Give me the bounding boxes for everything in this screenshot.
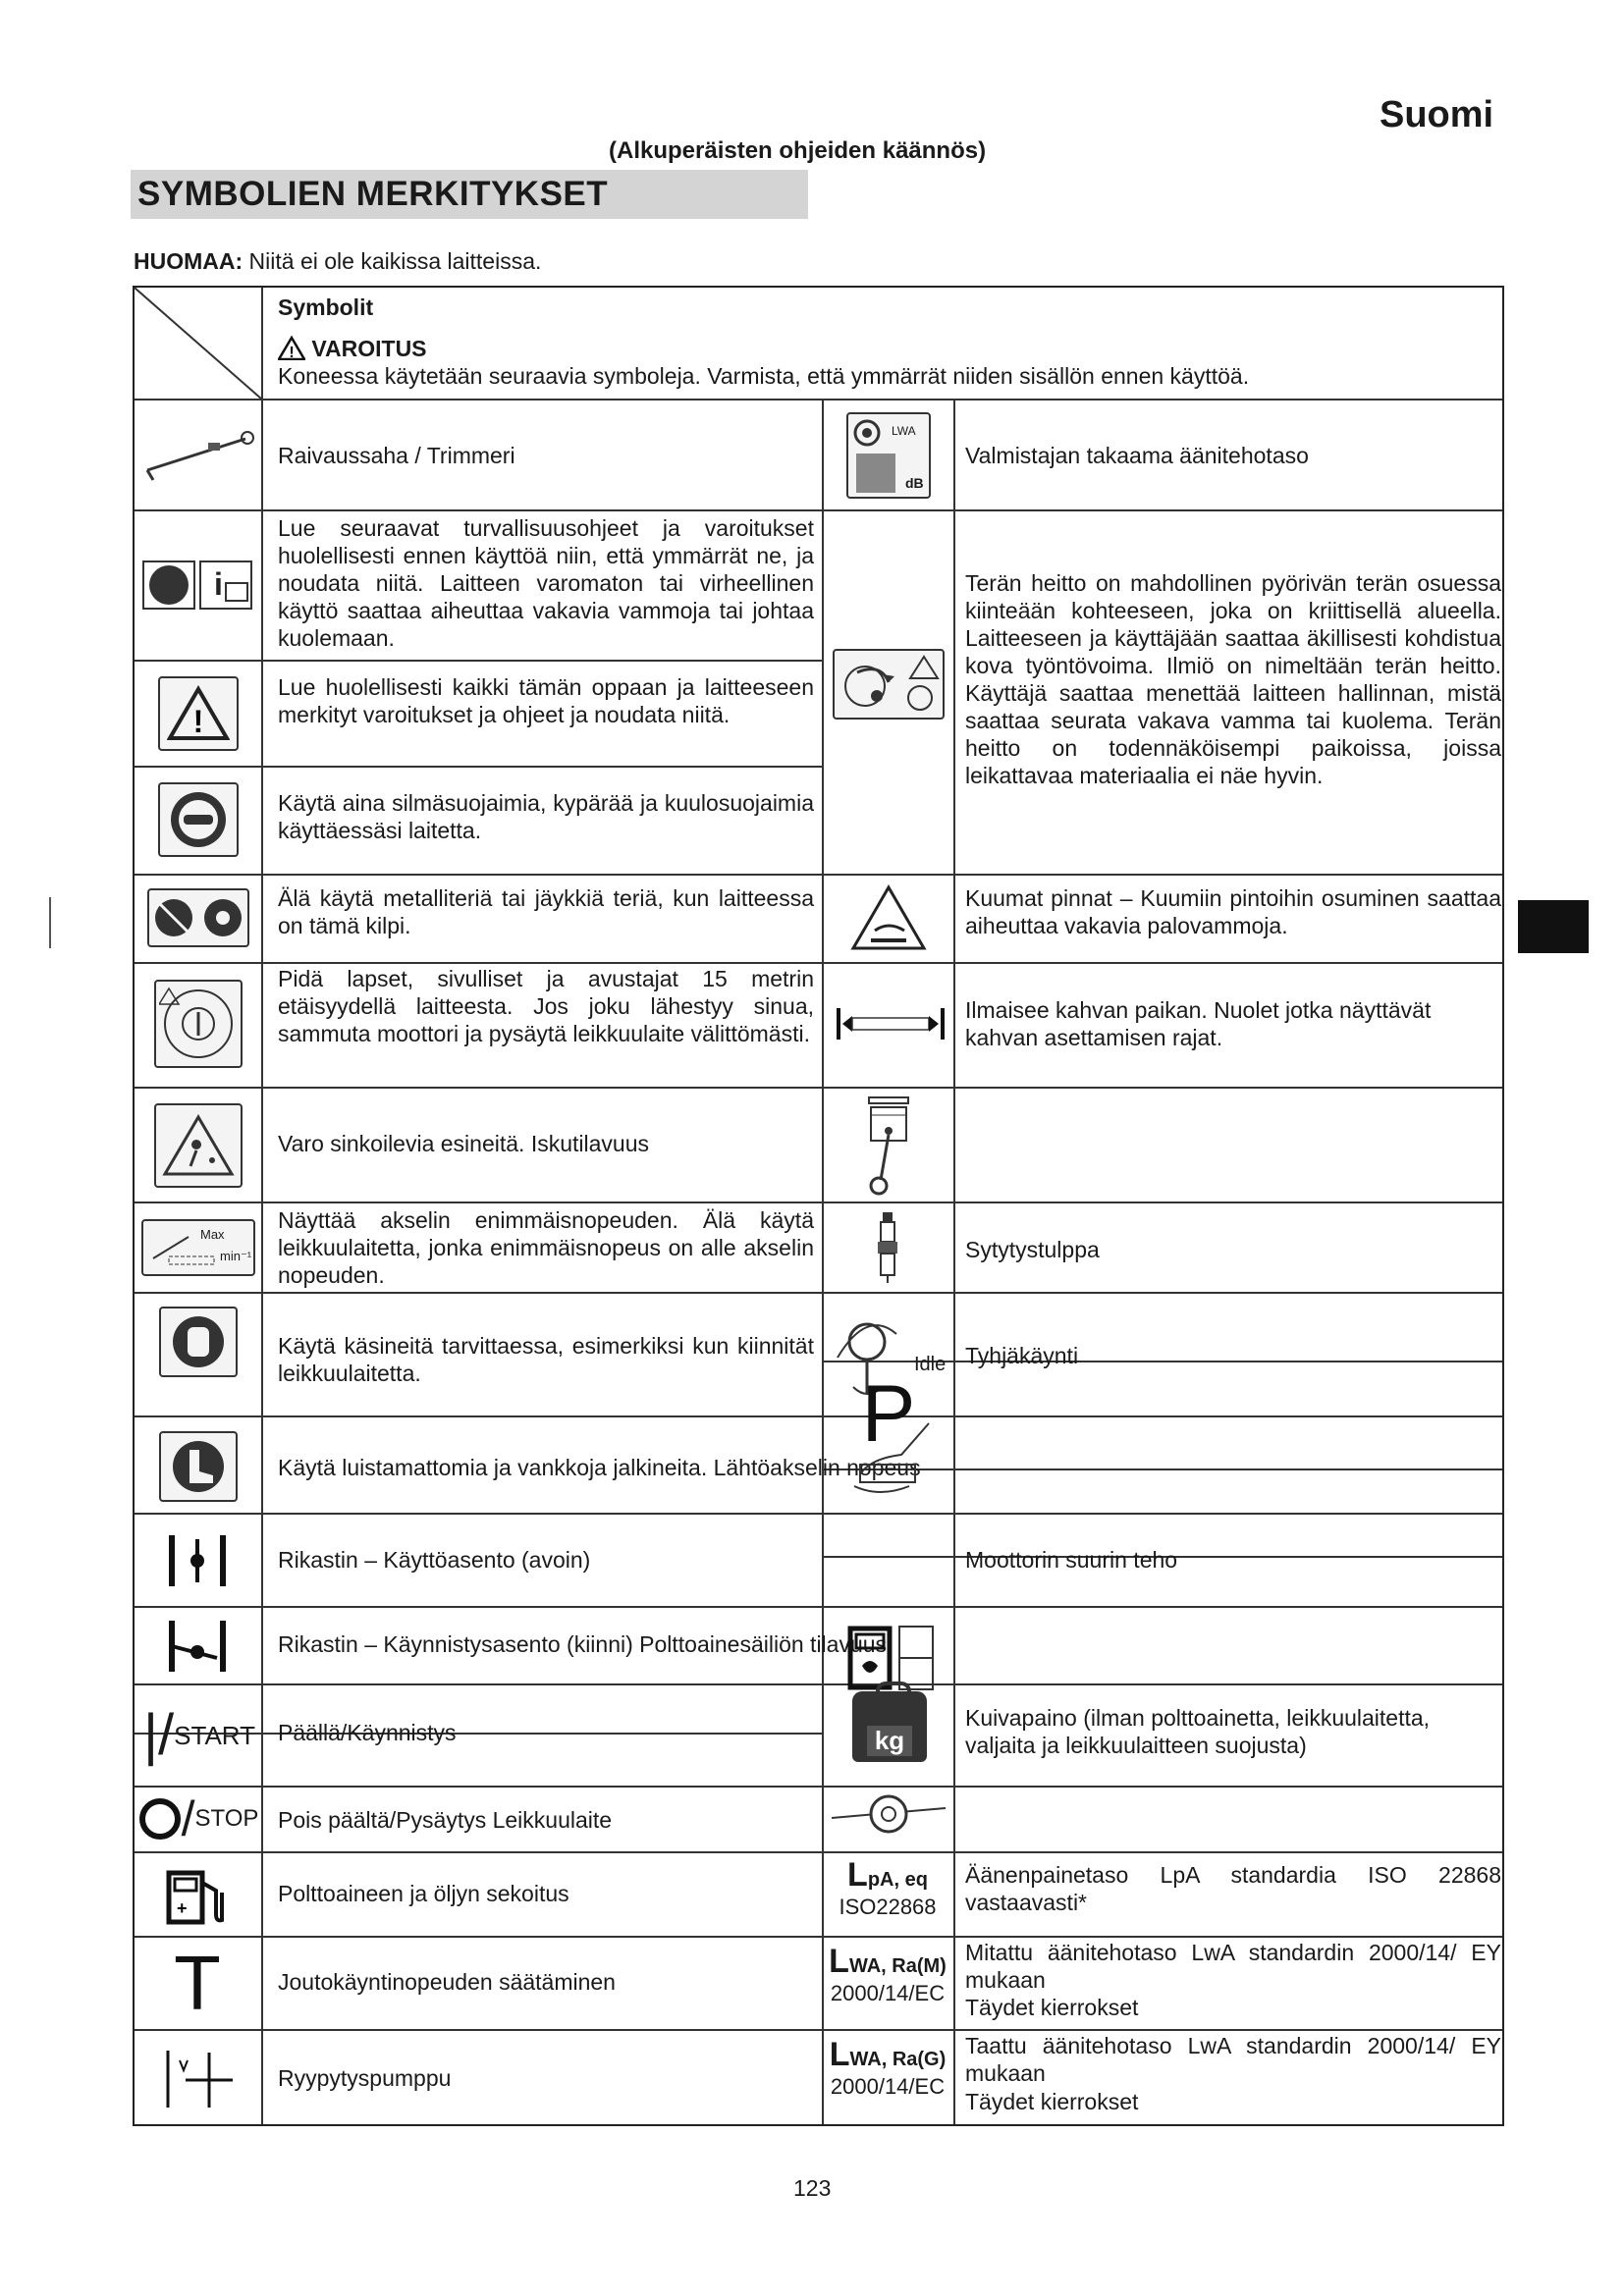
symbol-table xyxy=(133,286,1504,2126)
lwa-guaranteed-text: Taattu äänitehotaso LwA standardin 2000/14/ EY mukaan xyxy=(965,2033,1501,2086)
read-manual-icon xyxy=(140,548,256,622)
trimmer-text: Raivaussaha / Trimmeri xyxy=(278,443,515,468)
max-label: Max xyxy=(200,1227,225,1242)
section-tab xyxy=(1518,900,1589,953)
page-title: SYMBOLIEN MERKITYKSET xyxy=(137,175,609,213)
warning-label: VAROITUS xyxy=(311,336,427,361)
kickback-text: Terän heitto on mahdollinen pyörivän terän osuessa kiinteään kohteeseen, joka on kriittisellä alueella. Laitteeseen ja käyttäjään saattaa äkillisesti kohdistua kova työntövoima. Ilmiö on nimeltään terän heitto. Käyttäjä saattaa menettää laitteen hallinnan, mistä saattaa seurata vakava vamma tai kuolema. Terän heitto on todennäköisempi paikoissa, joissa leikattavaa materiaalia ei näe hyvin. xyxy=(965,570,1501,788)
dry-weight-icon xyxy=(843,1682,936,1772)
dry-weight-text: Kuivapaino (ilman polttoainetta, leikkuulaitetta, valjaita ja leikkuulaitteen suojusta) xyxy=(965,1705,1431,1758)
lwag-main: L xyxy=(829,2036,850,2073)
svg-text:!: ! xyxy=(289,345,295,360)
lwag-std: 2000/14/EC xyxy=(830,2074,946,2099)
distance-text: Pidä lapset, sivulliset ja avustajat 15 metrin etäisyydellä laitteesta. Jos joku lähestyy sinua, sammuta moottori ja pysäytä leikkuulaite välittömästi. xyxy=(278,966,814,1046)
row-line xyxy=(135,1936,1502,1938)
note xyxy=(134,248,541,275)
row-line xyxy=(135,1606,1502,1608)
choke-closed-text: Rikastin – Käynnistysasento (kiinni) Polttoainesäiliön tilavuus xyxy=(278,1631,888,1657)
row-line xyxy=(135,1087,1502,1089)
primer-text: Ryypytyspumppu xyxy=(278,2065,452,2091)
intro-text: Koneessa käytetään seuraavia symboleja. Varmista, että ymmärrät niiden sisällön ennen käyttöä. xyxy=(278,363,1250,389)
lwam-sub: WA, Ra(M) xyxy=(848,1955,947,1977)
lwa-measured-text-2: Täydet kierrokset xyxy=(965,1995,1139,2020)
lwag-sub: WA, Ra(G) xyxy=(849,2049,947,2070)
note-label: HUOMAA: xyxy=(134,248,244,274)
warning-icon xyxy=(144,672,252,755)
min-label: min⁻¹ xyxy=(220,1249,252,1263)
max-power-text: Moottorin suurin teho xyxy=(965,1547,1178,1573)
cutting-head-icon xyxy=(826,1782,951,1846)
boots-icon xyxy=(144,1424,252,1509)
idle-label: Idle xyxy=(914,1354,947,1375)
protection-gear-icon xyxy=(144,776,252,863)
row-line xyxy=(135,509,1502,511)
choke-open-icon xyxy=(148,1524,246,1597)
svg-text:!: ! xyxy=(192,704,204,739)
lwam-std: 2000/14/EC xyxy=(830,1981,946,2005)
sound-power-icon xyxy=(839,407,938,504)
boots-text: Käytä luistamattomia ja vankkoja jalkineita. Lähtöakselin nopeus xyxy=(278,1455,921,1480)
idle-adjust-text: Joutokäyntinopeuden säätäminen xyxy=(278,1969,616,1995)
db-label: dB xyxy=(905,475,924,491)
spark-plug-text: Sytytystulppa xyxy=(965,1237,1100,1262)
lwa-label: LWA xyxy=(892,424,916,438)
piston-icon xyxy=(851,1091,926,1199)
flying-objects-icon xyxy=(144,1096,252,1195)
row-line xyxy=(135,1415,1502,1417)
lpa-std: ISO22868 xyxy=(839,1895,937,1919)
hot-surfaces-text: Kuumat pinnat – Kuumiin pintoihin osuminen saattaa aiheuttaa vakavia palovammoja. xyxy=(965,885,1501,938)
idle-adjust-icon: T xyxy=(174,1940,221,2026)
row-line xyxy=(135,1786,1502,1788)
handle-text: Ilmaisee kahvan paikan. Nuolet jotka näyttävät kahvan asettamisen rajat. xyxy=(965,997,1432,1050)
lpa-sub: pA, eq xyxy=(867,1869,928,1891)
off-text: Pois päältä/Pysäytys Leikkuulaite xyxy=(278,1807,613,1833)
row-line xyxy=(135,2029,1502,2031)
flying-objects-text: Varo sinkoilevia esineitä. Iskutilavuus xyxy=(278,1131,649,1156)
note-text: Niitä ei ole kaikissa laitteissa. xyxy=(243,248,542,274)
margin-mark xyxy=(49,897,51,948)
row-line xyxy=(135,1201,1502,1203)
max-speed-icon xyxy=(140,1208,256,1287)
choke-closed-icon xyxy=(148,1613,246,1680)
lwam-main: L xyxy=(829,1943,849,1980)
primer-pump-icon xyxy=(148,2037,246,2121)
read-manual-text: Lue seuraavat turvallisuusohjeet ja varoitukset huolellisesti ennen käyttöä niin, että ymmärrät ne, ja noudata niitä. Laitteen varomaton tai virheellinen käyttö saattaa aiheuttaa vakavia vammoja tai johtaa kuolemaan. xyxy=(278,515,814,651)
row-line xyxy=(135,660,822,662)
no-metal-blade-icon xyxy=(142,882,254,953)
intro-heading: Symbolit xyxy=(278,294,374,320)
lwa-guaranteed-text-2: Täydet kierrokset xyxy=(965,2089,1139,2114)
row-line xyxy=(135,766,822,768)
header-diagonal xyxy=(135,288,262,400)
start-icon: |/ START xyxy=(142,1703,255,1767)
intro-warning xyxy=(278,335,427,362)
fuel-mix-text: Polttoaineen ja öljyn sekoitus xyxy=(278,1881,569,1906)
trimmer-icon xyxy=(138,403,258,506)
spark-plug-icon xyxy=(853,1208,922,1287)
row-line xyxy=(135,1683,1502,1685)
page-subtitle: (Alkuperäisten ohjeiden käännös) xyxy=(609,137,987,164)
stop-label: STOP xyxy=(194,1805,259,1832)
fuel-mix-icon xyxy=(148,1856,246,1933)
page-number: 123 xyxy=(793,2175,832,2201)
gloves-icon xyxy=(144,1299,252,1385)
lpa-text: Äänenpainetaso LpA standardia ISO 22868 vastaavasti* xyxy=(965,1862,1501,1915)
row-line xyxy=(135,1513,1502,1515)
lwa-measured-text: Mitattu äänitehotaso LwA standardin 2000/14/ EY mukaan xyxy=(965,1940,1501,1993)
hot-surface-icon xyxy=(839,879,938,957)
row-line xyxy=(135,874,1502,876)
idle-text: Tyhjäkäynti xyxy=(965,1343,1079,1368)
warning-triangle-icon xyxy=(278,336,305,360)
start-label: START xyxy=(174,1720,255,1750)
choke-open-text: Rikastin – Käyttöasento (avoin) xyxy=(278,1547,591,1573)
row-line xyxy=(135,399,1502,400)
row-line xyxy=(135,1292,1502,1294)
col-line-3 xyxy=(953,400,955,2124)
lwa-measured-icon xyxy=(822,1939,953,2006)
row-line xyxy=(135,1851,1502,1853)
lwa-guaranteed-icon xyxy=(822,2032,953,2100)
lpa-icon xyxy=(822,1852,953,1920)
stop-icon: / STOP xyxy=(136,1789,260,1848)
no-metal-text: Älä käytä metalliteriä tai jäykkiä teriä, kun laitteessa on tämä kilpi. xyxy=(278,885,814,938)
svg-text:+: + xyxy=(177,1898,188,1918)
kickback-icon xyxy=(830,645,947,723)
col-line-1 xyxy=(261,288,263,2124)
read-warnings-text: Lue huolellisesti kaikki tämän oppaan ja laitteeseen merkityt varoitukset ja ohjeet ja noudata niitä. xyxy=(278,674,814,727)
keep-distance-icon xyxy=(142,975,254,1073)
power-p-icon: P xyxy=(861,1369,916,1459)
gloves-text: Käytä käsineitä tarvittaessa, esimerkiksi kun kiinnität leikkuulaitetta. xyxy=(278,1333,814,1386)
svg-text:i: i xyxy=(214,566,223,602)
row-line xyxy=(135,962,1502,964)
protection-text: Käytä aina silmäsuojaimia, kypärää ja kuulosuojaimia käyttäessäsi laitetta. xyxy=(278,790,814,843)
handle-position-icon xyxy=(830,994,951,1053)
max-speed-text: Näyttää akselin enimmäisnopeuden. Älä käytä leikkuulaitetta, jonka enimmäisnopeus on alle akselin nopeuden. xyxy=(278,1207,814,1288)
kg-label: kg xyxy=(867,1726,912,1756)
language-label: Suomi xyxy=(1380,94,1494,135)
on-text: Päällä/Käynnistys xyxy=(278,1720,457,1745)
lpa-main: L xyxy=(847,1856,868,1894)
sound-power-text: Valmistajan takaama äänitehotaso xyxy=(965,443,1309,468)
